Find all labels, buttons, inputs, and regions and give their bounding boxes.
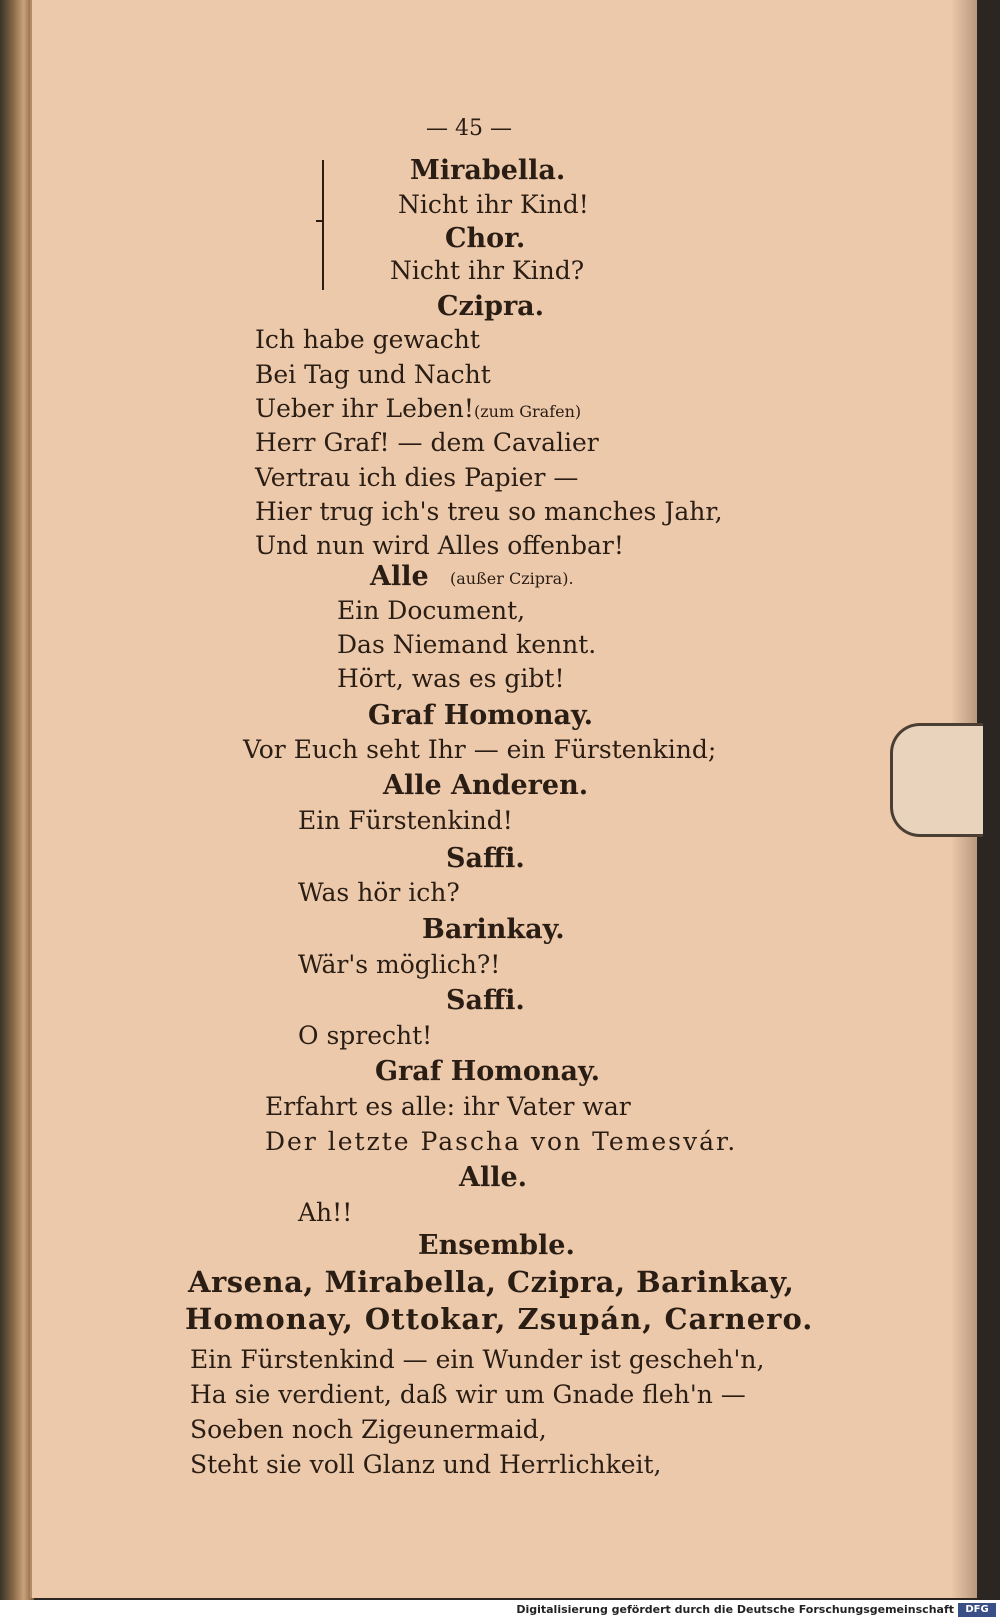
heading-ensemble: Ensemble. — [418, 1230, 575, 1261]
speaker-graf-homonay: Graf Homonay. — [375, 1056, 601, 1087]
verse-line: Nicht ihr Kind? — [390, 256, 585, 285]
speaker-czipra: Czipra. — [437, 291, 545, 322]
speaker-saffi: Saffi. — [446, 843, 525, 874]
verse-line: Ein Fürstenkind — ein Wunder ist gescheh'n, — [190, 1345, 765, 1374]
speaker-graf-homonay: Graf Homonay. — [368, 700, 594, 731]
verse-line: Ueber ihr Leben! — [255, 394, 474, 423]
bracket-mark — [322, 160, 338, 290]
speaker-barinkay: Barinkay. — [422, 914, 565, 945]
verse-line: Ein Fürstenkind! — [298, 806, 513, 835]
speaker-chor: Chor. — [445, 223, 526, 254]
page-tab-marker — [890, 723, 983, 837]
verse-line: Ich habe gewacht — [255, 325, 480, 354]
verse-line: Hört, was es gibt! — [337, 664, 565, 693]
verse-line: Der letzte Pascha von Temesvár. — [265, 1127, 738, 1156]
verse-line: Steht sie voll Glanz und Herrlichkeit, — [190, 1450, 662, 1479]
verse-line: Hier trug ich's treu so manches Jahr, — [255, 497, 723, 526]
ensemble-cast-line: Arsena, Mirabella, Czipra, Barinkay, — [188, 1265, 795, 1299]
verse-line: Ha sie verdient, daß wir um Gnade fleh'n — — [190, 1380, 746, 1409]
speaker-alle-anderen: Alle Anderen. — [383, 770, 589, 801]
verse-line: Soeben noch Zigeunermaid, — [190, 1415, 547, 1444]
speaker-mirabella: Mirabella. — [410, 155, 566, 186]
stage-direction: (zum Grafen) — [474, 402, 582, 421]
verse-line: Erfahrt es alle: ihr Vater war — [265, 1092, 631, 1121]
verse-line: Bei Tag und Nacht — [255, 360, 491, 389]
verse-line: Vertrau ich dies Papier — — [255, 463, 579, 492]
verse-line: Was hör ich? — [298, 878, 460, 907]
verse-line: Ah!! — [298, 1198, 353, 1227]
speaker-alle: Alle — [370, 561, 429, 592]
dfg-logo: DFG — [958, 1603, 996, 1617]
ensemble-cast-line: Homonay, Ottokar, Zsupán, Carnero. — [185, 1302, 814, 1336]
verse-line: Ein Document, — [337, 596, 526, 625]
page-number: — 45 — — [426, 116, 512, 141]
verse-line: Wär's möglich?! — [298, 950, 501, 979]
speaker-saffi: Saffi. — [446, 985, 525, 1016]
verse-line: Das Niemand kennt. — [337, 630, 597, 659]
verse-line: Nicht ihr Kind! — [398, 190, 589, 219]
verse-line: Vor Euch seht Ihr — ein Fürstenkind; — [243, 735, 717, 764]
book-spine-edge — [0, 0, 34, 1600]
footer-credit: Digitalisierung gefördert durch die Deutsche Forschungsgemeinschaft — [516, 1603, 954, 1616]
stage-direction: (außer Czipra). — [450, 569, 574, 588]
speaker-alle: Alle. — [459, 1162, 528, 1193]
verse-line: Und nun wird Alles offenbar! — [255, 531, 624, 560]
verse-line: Herr Graf! — dem Cavalier — [255, 428, 599, 457]
verse-line: O sprecht! — [298, 1021, 433, 1050]
